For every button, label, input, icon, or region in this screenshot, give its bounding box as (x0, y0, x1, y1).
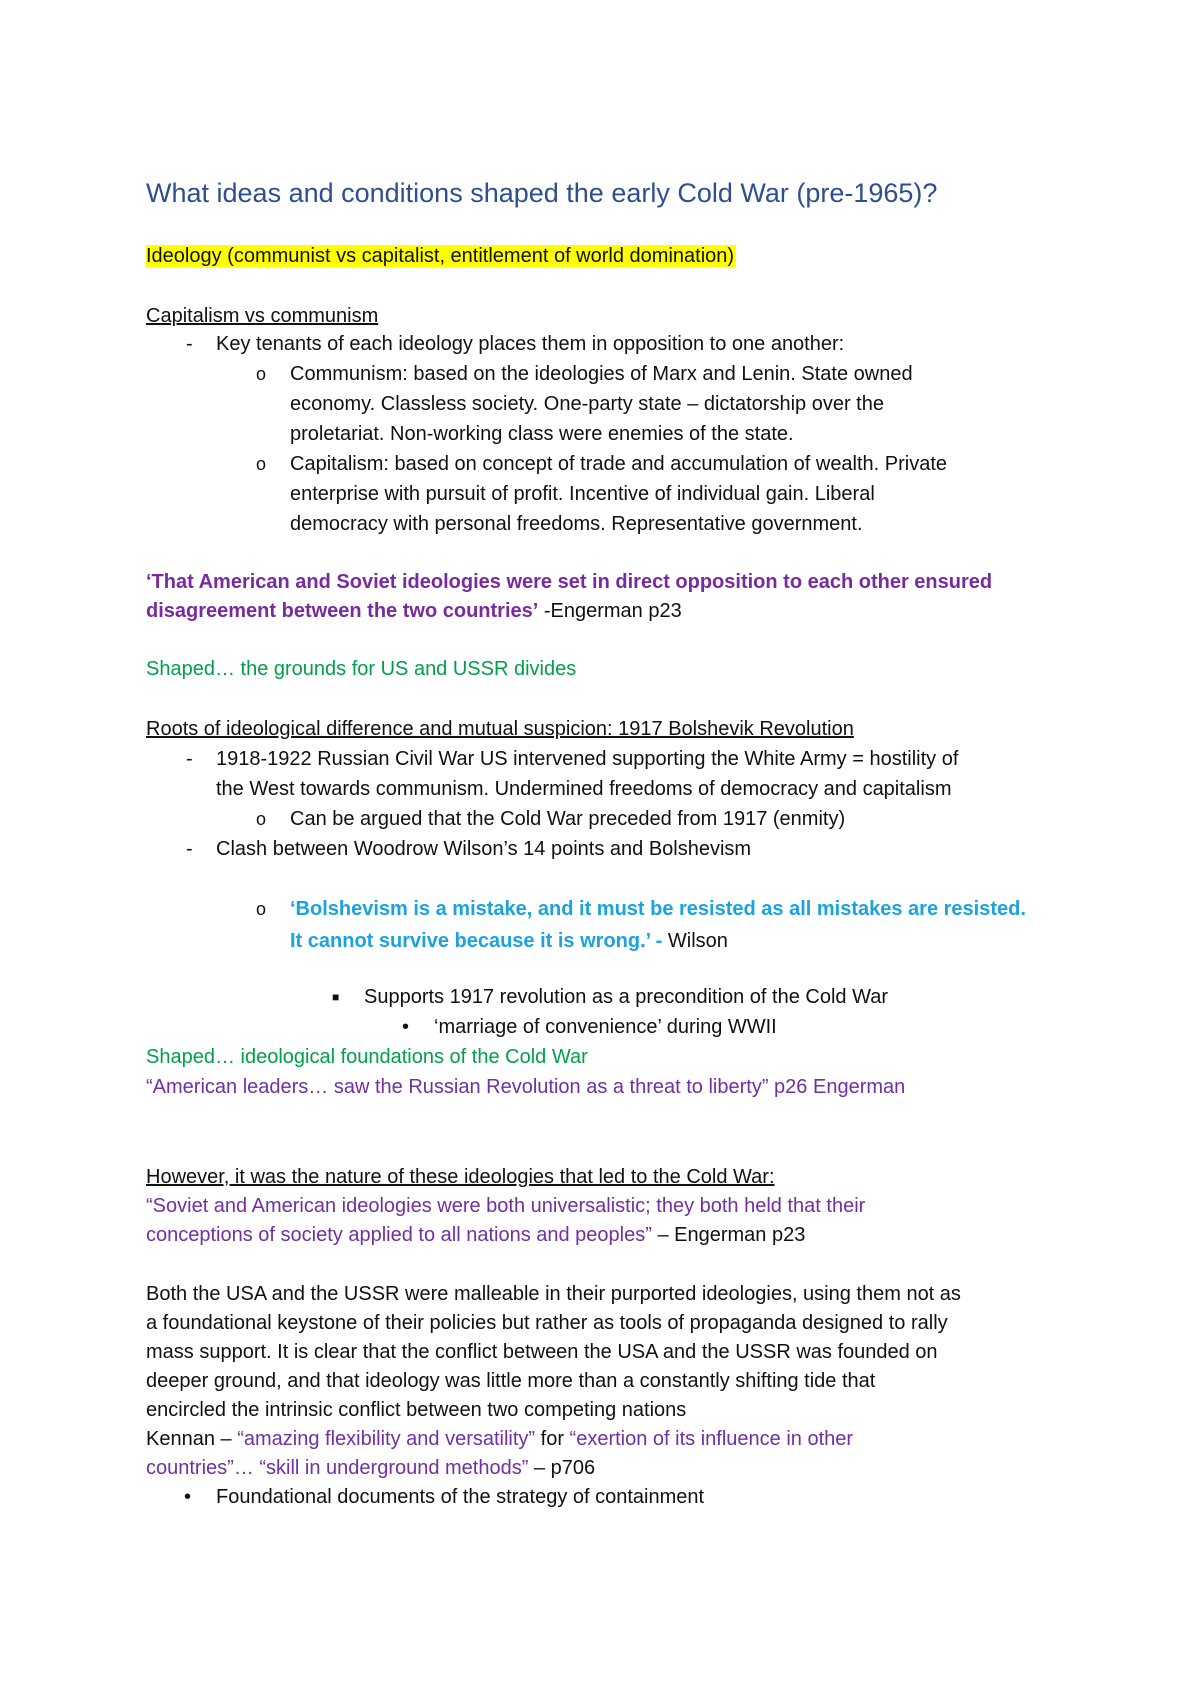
capitalism-line-1: Capitalism: based on concept of trade and accumulation of wealth. Private (290, 453, 948, 475)
quote-engerman-1-line-2 (146, 597, 682, 625)
page-title: What ideas and conditions shaped the early Cold War (pre-1965)? (146, 178, 938, 208)
circle-bullet: o (256, 899, 267, 919)
shaped-note-1: Shaped… the grounds for US and USSR divides (146, 658, 577, 680)
kennan-line-1 (146, 1425, 853, 1453)
dash-bullet: - (186, 333, 193, 355)
quote-source: -Engerman p23 (538, 600, 682, 622)
paragraph-line-3: mass support. It is clear that the conflict between the USA and the USSR was founded on (146, 1341, 938, 1363)
civil-war-line-1: 1918-1922 Russian Civil War US intervened supporting the White Army = hostility of (216, 748, 959, 770)
section-heading-capitalism: Capitalism vs communism (146, 305, 379, 327)
kennan-source: – p706 (528, 1457, 596, 1479)
quote-text: disagreement between the two countries’ (146, 600, 539, 622)
final-bullet: Foundational documents of the strategy of containment (216, 1486, 705, 1508)
wilson-quote-line-2 (290, 927, 728, 955)
bullet-key-tenants: Key tenants of each ideology places them in opposition to one another: (216, 333, 845, 355)
section-heading-roots: Roots of ideological difference and mutual suspicion: 1917 Bolshevik Revolution (146, 718, 854, 740)
communism-line-1: Communism: based on the ideologies of Marx and Lenin. State owned (290, 363, 913, 385)
civil-war-line-2: the West towards communism. Undermined freedoms of democracy and capitalism (216, 778, 952, 800)
shaped-note-2: Shaped… ideological foundations of the Cold War (146, 1046, 588, 1068)
kennan-for: for (535, 1428, 570, 1450)
cold-war-1917-note: Can be argued that the Cold War preceded from 1917 (enmity) (290, 808, 846, 830)
capitalism-line-2: enterprise with pursuit of profit. Incentive of individual gain. Liberal (290, 483, 875, 505)
paragraph-line-4: deeper ground, and that ideology was little more than a constantly shifting tide that (146, 1370, 876, 1392)
quote-engerman-2: “American leaders… saw the Russian Revolution as a threat to liberty” p26 Engerman (146, 1076, 906, 1098)
communism-line-3: proletariat. Non-working class were enemies of the state. (290, 423, 794, 445)
kennan-quote-2: “exertion of its influence in other (569, 1428, 854, 1450)
kennan-quote-1: “amazing flexibility and versatility” (237, 1428, 536, 1450)
supports-1917-note: Supports 1917 revolution as a precondition of the Cold War (364, 986, 889, 1008)
dash-bullet: - (186, 748, 193, 770)
paragraph-line-2: a foundational keystone of their policies but rather as tools of propaganda designed to rally (146, 1312, 948, 1334)
communism-line-2: economy. Classless society. One-party state – dictatorship over the (290, 393, 884, 415)
quote-engerman-1-line-1: ‘That American and Soviet ideologies were set in direct opposition to each other ensured (146, 571, 993, 593)
circle-bullet: o (256, 364, 267, 384)
quote-source: – Engerman p23 (651, 1224, 806, 1246)
paragraph-line-1: Both the USA and the USSR were malleable in their purported ideologies, using them not as (146, 1283, 961, 1305)
dot-bullet: • (184, 1486, 192, 1508)
wilson-clash-bullet: Clash between Woodrow Wilson’s 14 points and Bolshevism (216, 838, 752, 860)
circle-bullet: o (256, 454, 267, 474)
paragraph-line-5: encircled the intrinsic conflict between two competing nations (146, 1399, 687, 1421)
section-heading-however: However, it was the nature of these ideologies that led to the Cold War: (146, 1166, 775, 1188)
kennan-quote-3: countries”… “skill in underground methods” (146, 1457, 529, 1479)
dash-bullet: - (186, 838, 193, 860)
highlight-text: Ideology (communist vs capitalist, entitlement of world domination) (146, 245, 735, 267)
dot-bullet: • (402, 1016, 410, 1038)
wilson-quote-text: It cannot survive because it is wrong.’ - (290, 930, 668, 952)
circle-bullet: o (256, 809, 267, 829)
square-bullet: ■ (332, 990, 340, 1004)
kennan-label: Kennan – (146, 1428, 238, 1450)
highlighted-heading (146, 242, 736, 270)
quote-engerman-3-line-1: “Soviet and American ideologies were both universalistic; they both held that their (146, 1195, 866, 1217)
marriage-note: ‘marriage of convenience’ during WWII (434, 1016, 777, 1038)
wilson-quote-line-1: ‘Bolshevism is a mistake, and it must be resisted as all mistakes are resisted. (290, 898, 1026, 920)
wilson-quote-source: Wilson (667, 930, 728, 952)
quote-engerman-3-line-2 (146, 1221, 805, 1249)
capitalism-line-3: democracy with personal freedoms. Representative government. (290, 513, 863, 535)
kennan-line-2 (146, 1454, 595, 1482)
quote-text: conceptions of society applied to all nations and peoples” (146, 1224, 652, 1246)
